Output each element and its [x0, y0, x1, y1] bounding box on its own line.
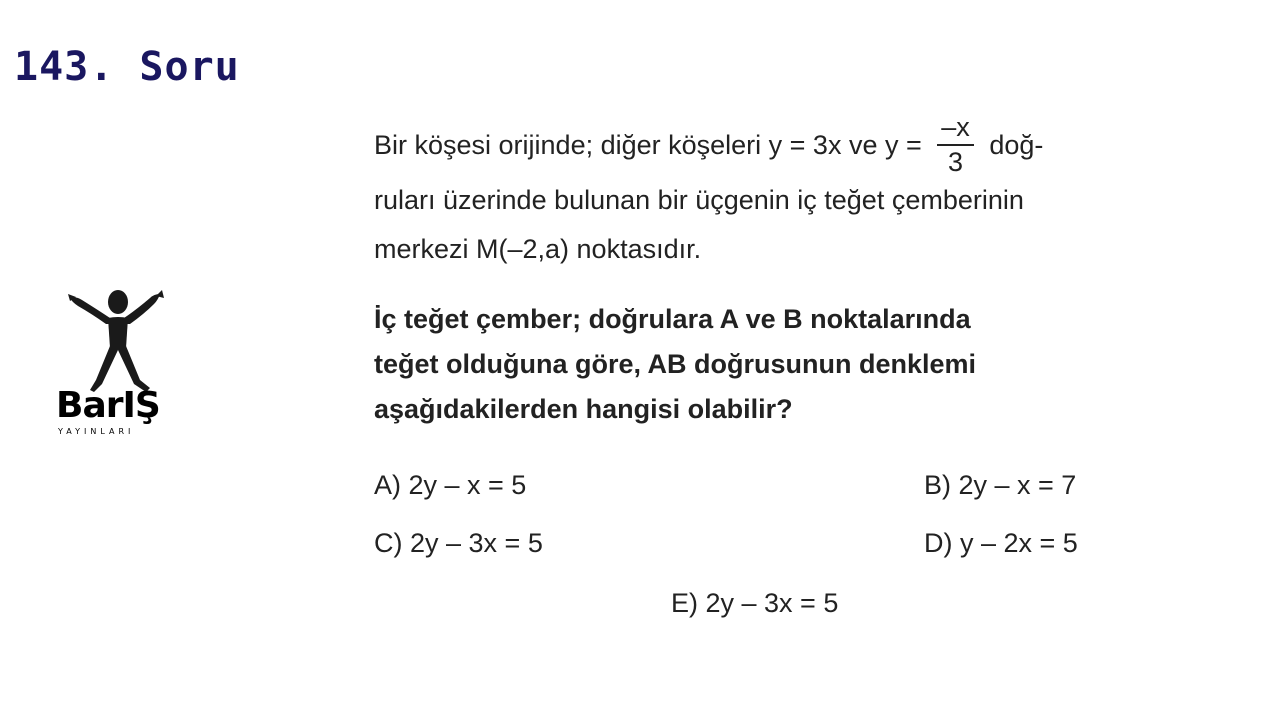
jumping-person-icon: [56, 288, 186, 398]
option-c[interactable]: C) 2y – 3x = 5: [374, 528, 543, 558]
option-d[interactable]: D) y – 2x = 5: [924, 528, 1078, 558]
question-line-1-end: doğ-: [989, 130, 1044, 161]
fraction: [937, 112, 974, 178]
logo-subtitle: YAYINLARI: [58, 427, 135, 436]
question-prompt-line: teğet olduğuna göre, AB doğrusunun denklemi: [374, 349, 977, 379]
logo-brand-text: BarIŞ: [56, 385, 160, 426]
fraction-numerator: –x: [937, 112, 974, 146]
question-line-2: ruları üzerinde bulunan bir üçgenin iç teğet çemberinin: [374, 185, 1024, 215]
question-prompt-line: İç teğet çember; doğrulara A ve B noktalarında: [374, 304, 971, 334]
option-a[interactable]: A) 2y – x = 5: [374, 470, 527, 500]
publisher-logo: [56, 288, 186, 448]
question-prompt-line: aşağıdakilerden hangisi olabilir?: [374, 394, 793, 424]
option-e[interactable]: E) 2y – 3x = 5: [671, 588, 839, 618]
question-prompt: [374, 297, 976, 432]
fraction-denominator: 3: [948, 147, 964, 177]
question-line-3: merkezi M(–2,a) noktasıdır.: [374, 234, 702, 264]
question-line-1-start: Bir köşesi orijinde; diğer köşeleri y = 3x ve y =: [374, 130, 922, 161]
question-line-1: [374, 114, 1043, 180]
page-title: 143. Soru: [14, 44, 240, 90]
option-b[interactable]: B) 2y – x = 7: [924, 470, 1077, 500]
